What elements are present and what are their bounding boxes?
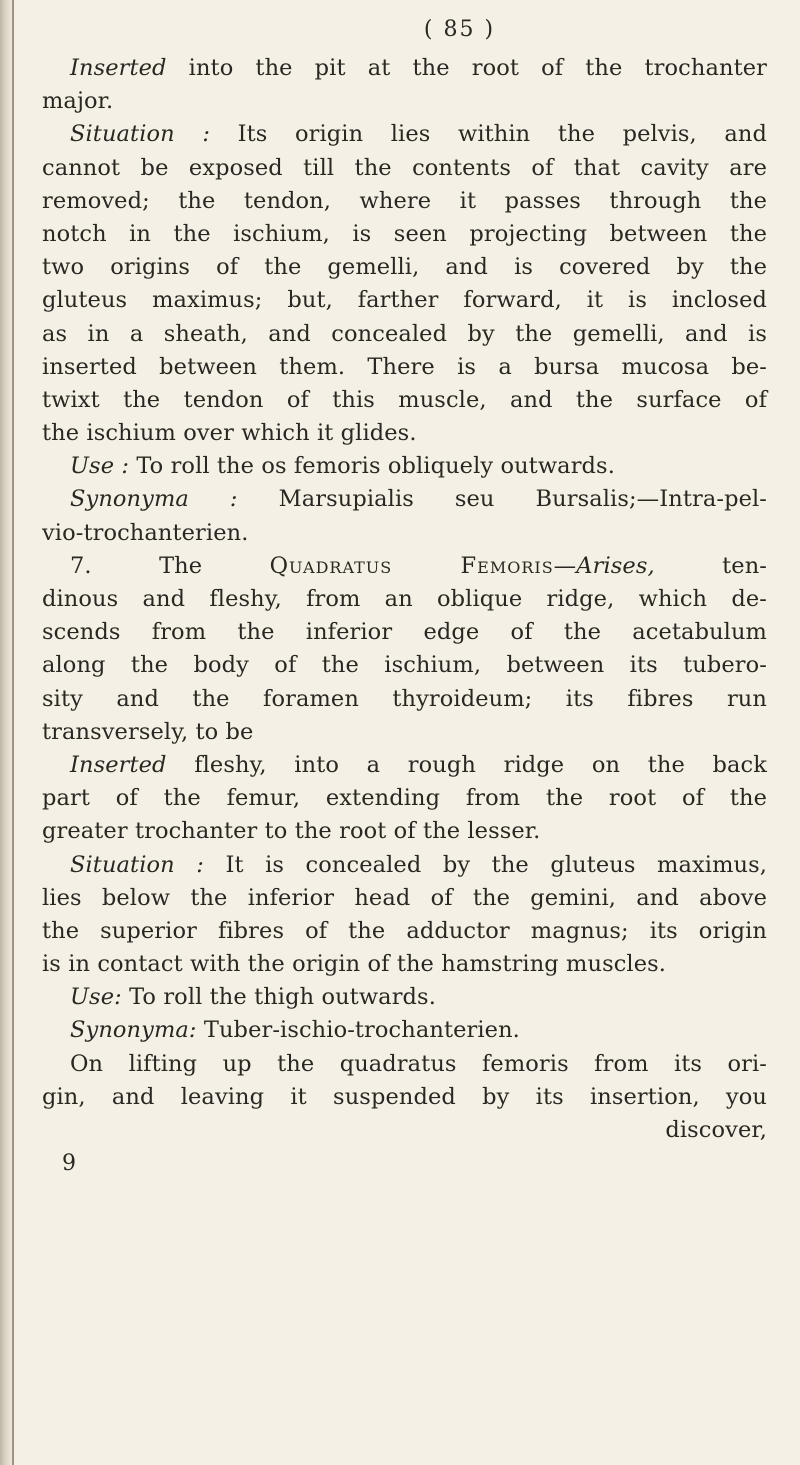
text-run: Its origin lies within the pelvis, and [210, 121, 768, 148]
text-line [42, 351, 767, 384]
page-binding-gutter [0, 0, 12, 1465]
text-run: as in a sheath, and concealed by the gemelli, and is [42, 320, 767, 347]
text-run: discover, [665, 1117, 767, 1143]
text-line [42, 284, 767, 317]
italic-heading: Synonyma: [70, 1017, 197, 1044]
text-run: into the pit at the root of the trochanter [166, 55, 767, 81]
text-line [42, 550, 767, 583]
text-run: vio-trochanterien. [42, 519, 249, 546]
text-line [42, 1114, 767, 1147]
text-line [42, 815, 767, 848]
text-run: fleshy, into a rough ridge on the back [166, 751, 767, 778]
italic-heading: Situation : [70, 121, 211, 148]
text-line [42, 152, 767, 185]
text-run: gin, and leaving it suspended by its insertion, you [42, 1083, 767, 1110]
page-number: ( 85 ) [423, 17, 496, 42]
text-line [42, 318, 767, 351]
page-binding-edge [12, 0, 14, 1465]
text-line [42, 1014, 767, 1047]
text-line [42, 716, 767, 749]
text-run: transversely, to be [42, 718, 254, 745]
book-page [42, 8, 767, 1180]
text-line [42, 915, 767, 948]
text-run: greater trochanter to the root of the lesser. [42, 818, 541, 845]
text-line [42, 85, 767, 118]
text-run: major. [42, 88, 114, 115]
text-run: gluteus maximus; but, farther forward, it is inclosed [42, 287, 767, 314]
italic-heading: Inserted [70, 751, 167, 778]
text-line [42, 118, 767, 151]
text-line [42, 517, 767, 550]
text-line [42, 251, 767, 284]
text-run: scends from the inferior edge of the acetabulum [42, 619, 767, 646]
text-line [42, 683, 767, 716]
text-line [42, 384, 767, 417]
text-line [42, 218, 767, 251]
italic-heading: Synonyma : [70, 486, 238, 513]
text-line [42, 616, 767, 649]
text-run: removed; the tendon, where it passes through the [42, 187, 767, 214]
text-run: cannot be exposed till the contents of that cavity are [42, 154, 767, 181]
text-run: lies below the inferior head of the gemini, and above [42, 884, 767, 911]
text-run: inserted between them. There is a bursa mucosa be- [42, 353, 767, 380]
printer-signature-mark: 9 [62, 1151, 76, 1177]
small-caps-heading: Quadratus Femoris [269, 552, 554, 579]
text-run: To roll the thigh outwards. [121, 984, 436, 1011]
text-run: Marsupialis seu Bursalis;—Intra-pel- [237, 486, 767, 513]
page-text-body [42, 52, 767, 1147]
text-run: — [553, 552, 577, 579]
italic-heading: Inserted [70, 55, 167, 81]
text-line [42, 782, 767, 815]
text-run: sity and the foramen thyroideum; its fibres run [42, 685, 767, 712]
text-run: Tuber-ischio-trochanterien. [196, 1017, 520, 1044]
text-run: 7. The [70, 552, 270, 579]
text-line [42, 583, 767, 616]
text-run: part of the femur, extending from the root of the [42, 785, 767, 812]
text-line [42, 1081, 767, 1114]
text-line [42, 882, 767, 915]
italic-heading: Use: [70, 984, 122, 1011]
text-run: the superior fibres of the adductor magnus; its origin [42, 917, 767, 944]
text-line [42, 649, 767, 682]
italic-heading: Use : [70, 453, 130, 480]
text-run: On lifting up the quadratus femoris from its ori- [70, 1050, 767, 1077]
text-line [42, 417, 767, 450]
text-line [42, 1048, 767, 1081]
text-run: twixt the tendon of this muscle, and the surface of [42, 386, 767, 413]
text-run: the ischium over which it glides. [42, 420, 417, 447]
text-run: dinous and fleshy, from an oblique ridge, which de- [42, 586, 767, 612]
text-line [42, 948, 767, 981]
text-line [42, 185, 767, 218]
text-line [42, 849, 767, 882]
text-line [42, 483, 767, 516]
text-run: It is concealed by the gluteus maximus, [203, 851, 767, 878]
text-run: is in contact with the origin of the hamstring muscles. [42, 951, 667, 978]
text-run: notch in the ischium, is seen projecting between the [42, 220, 767, 247]
text-run: two origins of the gemelli, and is covered by the [42, 254, 767, 281]
text-run: ten- [654, 552, 767, 579]
text-line [42, 981, 767, 1014]
italic-heading: Situation : [70, 851, 204, 878]
italic-heading: Arises, [576, 552, 655, 579]
text-line [42, 52, 767, 85]
text-run: along the body of the ischium, between its tubero- [42, 652, 767, 679]
text-line [42, 450, 767, 483]
text-line [42, 749, 767, 782]
text-run: To roll the os femoris obliquely outwards. [129, 453, 615, 480]
